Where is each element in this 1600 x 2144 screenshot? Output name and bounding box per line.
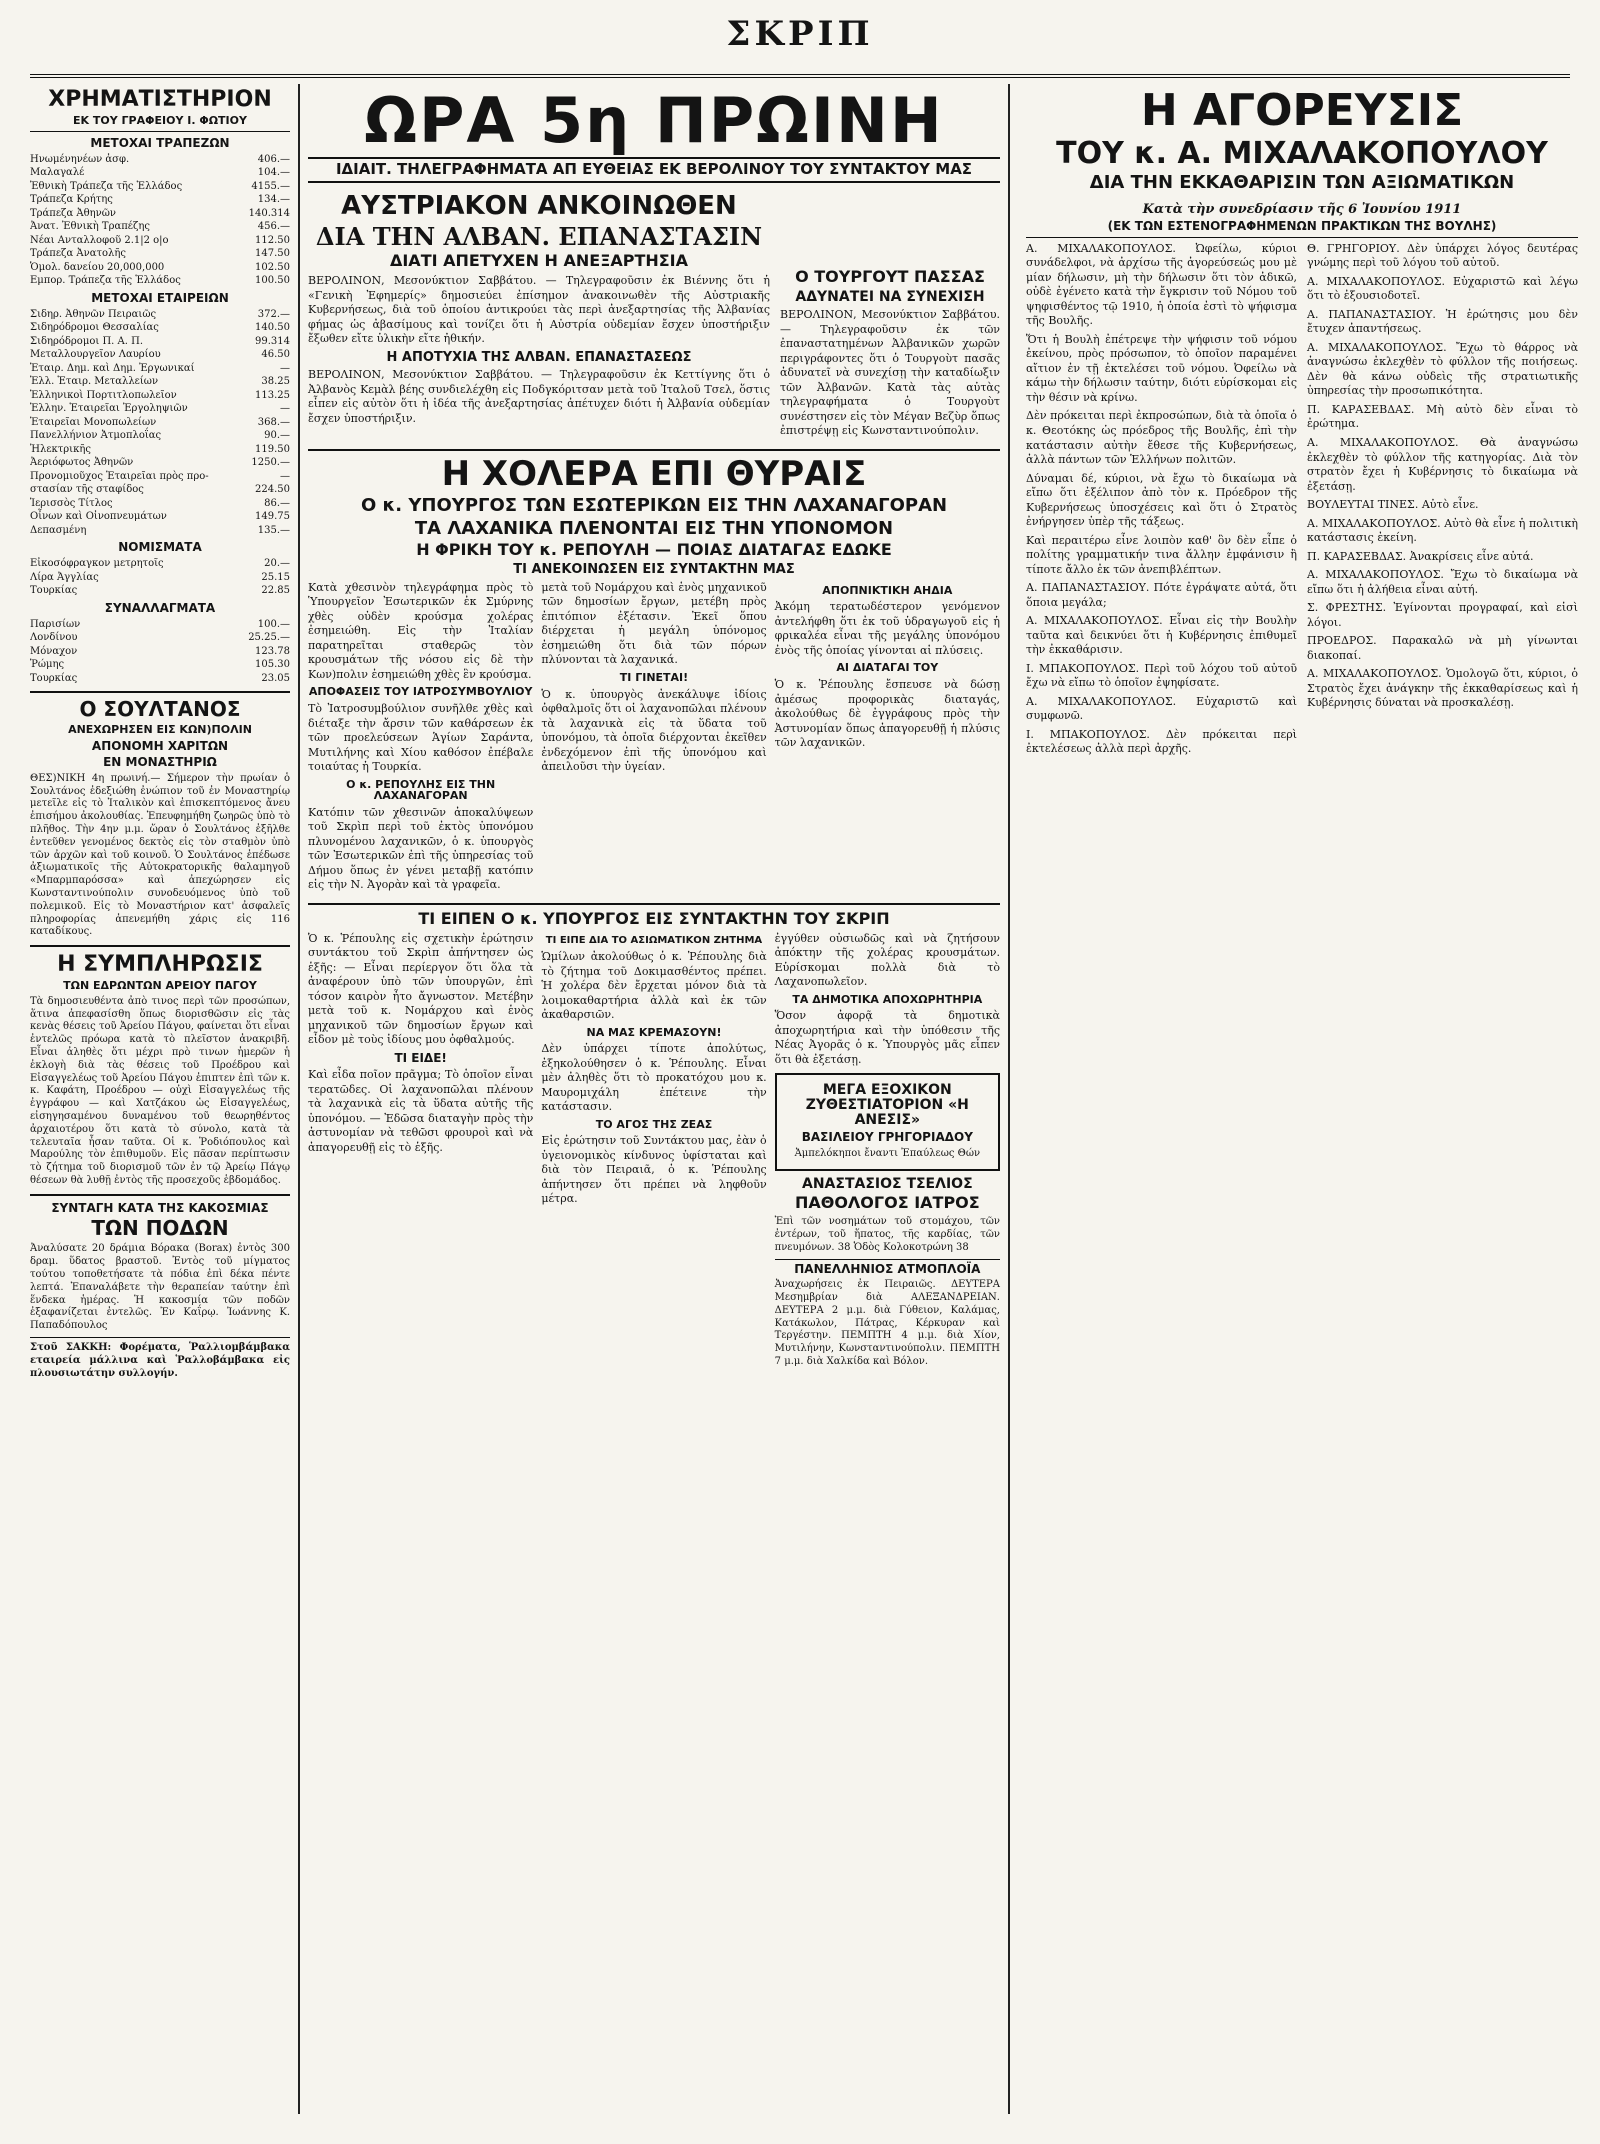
speech-paragraph: Σ. ΦΡΕΣΤΗΣ. Ἐγίνονται προγραφαί, καὶ εἰσὶ λόγοι.: [1307, 601, 1578, 629]
austria-title2: ΔΙΑ ΤΗΝ ΑΛΒΑΝ. ΕΠΑΝΑΣΤΑΣΙΝ: [315, 222, 763, 252]
quote-value: 20.—: [264, 558, 290, 570]
quote-label: Ἱερισσὸς Τίτλος: [30, 497, 113, 509]
interview-col-a2: Καὶ εἶδα ποῖον πρᾶγμα; Τὸ ὁποῖον εἶναι τερατῶδες. Οἱ λαχανοπῶλαι πλένουν τὰ λαχανικὰ εἰς τὰ ὕδατα αὐτῆς τῆς ὑπονόμου. — Ἐδῶσα διαταγὴν πρὸς τὴν ἀστυνομίαν νὰ τεθῶσι φρουροὶ καὶ νὰ ἀπαγορευθῇ εἰς τὸ ἑξῆς.: [308, 1068, 534, 1154]
tourgout-article: [780, 189, 1000, 443]
cholera-col-a-sub: ΑΠΟΦΑΣΕΙΣ ΤΟΥ ΙΑΤΡΟΣΥΜΒΟΥΛΙΟΥ: [308, 685, 533, 699]
quote-row: [30, 234, 290, 248]
quote-label: Ἑλλ. Ἑταιρ. Μεταλλείων: [30, 376, 159, 388]
quote-row: [30, 571, 290, 585]
speech-paragraph: Α. ΜΙΧΑΛΑΚΟΠΟΥΛΟΣ. Ἔχω τὸ θάρρος νὰ ἀναγνώσω ἐκλεχθὲν τὸ φύλλον τῆς ποιήσεως. Δὲν θὰ κάνω οὐδεὶς τῆς στρατιωτικῆς ὑπηρεσίας τὴν προσωπικότητα.: [1307, 340, 1578, 398]
quote-row: [30, 362, 290, 376]
headline: ΩΡΑ 5η ΠΡΩΙΝΗ: [364, 84, 944, 157]
cholera-sub1: Ο κ. ΥΠΟΥΡΓΟΣ ΤΩΝ ΕΣΩΤΕΡΙΚΩΝ ΕΙΣ ΤΗΝ ΛΑΧΑΝΑΓΟΡΑΝ: [360, 494, 948, 516]
syntagi-footer: Στοῦ ΣΑΚΚΗ: Φορέματα, Ῥαλλιομβάμβακα εταιρεία μάλλινα καὶ Ῥαλλοβάμβακα εἰς πλουσιωτάτην συλλογήν.: [30, 1342, 290, 1379]
cholera-sub4: ΤΙ ΑΝΕΚΟΙΝΩΣΕΝ ΕΙΣ ΣΥΝΤΑΚΤΗΝ ΜΑΣ: [513, 562, 795, 578]
tourgout-title: Ο ΤΟΥΡΓΟΥΤ ΠΑΣΣΑΣ: [795, 266, 985, 286]
left-column: [30, 84, 300, 2114]
quote-label: Μόναχον: [30, 645, 78, 657]
banks-list: [30, 153, 290, 288]
speech-paragraph: Καὶ περαιτέρω εἶνε λοιπὸν καθ' ὃν δὲν εἶπε ὁ πολίτης γραμματικήν τινα ἄλλην ἐμφάνισιν ἢ τίποτε ἄλλο ἐκ τῶν ἀνεπιβλέπτων.: [1026, 533, 1297, 576]
quote-value: 224.50: [255, 484, 290, 496]
interview-col-a: Ὁ κ. Ῥέπουλης εἰς σχετικὴν ἐρώτησιν συντάκτου τοῦ Σκρὶπ ἀπήντησεν ὡς ἑξῆς: — Εἶναι περίεργον ὅτι ὅλα τὰ ἀναφέρουν ὑπὸ τῶν ὑπουργῶν, ἐπὶ τόσον καιρὸν ἦτο ἄγνωστον. Μετέβην μετὰ τοῦ κ. Νομάρχου καὶ ἑνὸς μηχανικοῦ τῶν δημοσίων ἔργων καὶ εἶδον μὲ τοὺς ἰδίους μου ὀφθαλμούς.: [308, 931, 534, 1047]
banks-header: ΜΕΤΟΧΑΙ ΤΡΑΠΕΖΩΝ: [90, 135, 230, 150]
speech-paragraph: Δύναμαι δέ, κύριοι, νὰ ἔχω τὸ δικαίωμα νὰ εἴπω ὅτι ἐξέλιπον ἀπὸ τὸν κ. Πρόεδρον τῆς Κυβερνήσεως ὑποσχέσεις καὶ ὅτι ὁ Στρατὸς ἐνήργησεν ὑπὲρ τῆς τάξεως.: [1026, 471, 1297, 529]
quote-value: 113.25: [255, 389, 290, 401]
quote-label: Τράπεζα Κρήτης: [30, 194, 113, 206]
sultan-body: ΘΕΣ)ΝΙΚΗ 4η πρωινή.— Σήμερον τὴν πρωίαν ὁ Σουλτάνος ἐδεξιώθη ἐνώπιον τοῦ ἐν Μοναστηρίῳ μετεῖλε εἰς τὸ Ἰταλικὸν καὶ ἐπισκεπτόμενος ἄνευ ἐπισήμου ἀκολουθίας. Ἐπευφημήθη ζωηρῶς ὑπὸ τὸ πλῆθος. Τὴν 4ην μ.μ. ὥραν ὁ Σουλτάνος ἐξῆλθε ἐντεῦθεν γενομένος δεκτὸς εἰς τὸν σταθμὸν ὑπὸ τῶν ἀρχῶν καὶ τοῦ κοινοῦ. Ὁ Σουλτάνος ἐπέδωσε ἀξιωματικοῖς τῆς Αὐτοκρατορικῆς θαλαμηγοῦ «Μπαρμπαρόσσα» καὶ ἀπεχώρησεν εἰς Κωνσταντινούπολιν συνοδευόμενος ὑπὸ τοῦ πολεμικοῦ. Εἰς τὸ Μοναστήριον κατ' ἀσφαλεῖς πληροφορίας ἀπενεμήθη χάρις εἰς 116 καταδίκους.: [30, 772, 290, 938]
quote-value: 119.50: [255, 443, 290, 455]
companies-header: ΜΕΤΟΧΑΙ ΕΤΑΙΡΕΙΩΝ: [91, 290, 229, 305]
cholera-col-c: Ἀκόμη τερατωδέστερον γενόμενον ἀντελήφθη ὅτι ἐκ τοῦ ὑδραγωγοῦ εἰς ἡ φρικαλέα εἶναι τῆς μεγάλης ὑπονόμου ἐνὸς τῆς ὁποίας γίνονται αἱ πλύσεις.: [774, 600, 1000, 657]
quote-value: 22.85: [261, 585, 290, 597]
quote-row: [30, 348, 290, 362]
exchange-title: ΧΡΗΜΑΤΙΣΤΗΡΙΟΝ: [48, 87, 272, 112]
austria-body: ΒΕΡΟΛΙΝΟΝ, Μεσονύκτιον Σαββάτου. — Τηλεγραφοῦσιν ἐκ Βιέννης ὅτι ἡ «Γενικὴ Ἐφημερίς» δημοσιεύει ἐπίσημον ἀνακοινωθὲν τῆς Αὐστριακῆς Κυβερνήσεως, διὰ τοῦ ὁποίου ἀντικρούει τὰς περὶ ἀνεξαρτησίας τῆς Ἀλβανίας φήμας ὡς ἀβασίμους καὶ τονίζει ὅτι ἡ Αὐστρία οὐδεμίαν ἔσχεν ὑποστήριξιν ἔξωθεν εἴτε ὑλικὴν εἴτε ἠθικήν.: [308, 274, 770, 346]
quote-label: Παρισίων: [30, 618, 81, 630]
cholera-col-c-sub2: ΑΙ ΔΙΑΤΑΓΑΙ ΤΟΥ: [836, 661, 939, 675]
interview-col-b: Ὡμίλων ἀκολούθως ὁ κ. Ῥέπουλης διὰ τὸ ζήτημα τοῦ Δοκιμασθέντος πρέπει. Ἡ χολέρα δὲν ἔρχεται μόνον διὰ τὰ λοιμοκαθαρτήρια ἀλλὰ καὶ ἐκ τῶν ἀκαθαρσιῶν.: [541, 950, 767, 1022]
exchange-subtitle: ΕΚ ΤΟΥ ΓΡΑΦΕΙΟΥ Ι. ΦΩΤΙΟΥ: [73, 114, 247, 128]
quote-row: [30, 557, 290, 571]
quote-value: —: [280, 403, 290, 415]
quote-label: Τράπεζα Ἀθηνῶν: [30, 207, 116, 219]
speech-paragraph: Δὲν πρόκειται περὶ ἐκπροσώπων, διὰ τὰ ὁποῖα ὁ κ. Θεοτόκης ὡς πρόεδρος τῆς Βουλῆς, ἐπὶ τὴν κατάστασιν αὐτὴν ἔθεσε τῆς Κυβερνήσεως, ἀλλὰ πάντων τῶν Ἑλλήνων πολιτῶν.: [1026, 409, 1297, 467]
interview-col-b-sub2: ΝΑ ΜΑΣ ΚΡΕΜΑΣΟΥΝ!: [586, 1025, 722, 1039]
quote-value: 90.—: [264, 430, 290, 442]
quote-value: 372.—: [257, 308, 290, 320]
quote-label: Τουρκίας: [30, 672, 78, 684]
quote-label: Ἑταιρ. Δημ. καὶ Δημ. Ἐργωνικαί: [30, 362, 195, 374]
quote-row: [30, 483, 290, 497]
quote-label: Ῥώμης: [30, 659, 65, 671]
cholera-col-a3: Κατόπιν τῶν χθεσινῶν ἀποκαλύψεων τοῦ Σκρὶπ περὶ τοῦ ἐκτὸς ὑπονόμου πλυνομένου λαχανικῶν, ὁ κ. ὑπουργὸς τῶν Ἐσωτερικῶν ἐπὶ τῆς ὑπηρεσίας τοῦ Δήμου ὅπως ἐν γένει μεταβῇ κατόπιν εἰς τὴν Ν. Ἀγορὰν καὶ τὰ γραφεῖα.: [308, 805, 534, 892]
quote-row: [30, 524, 290, 538]
quote-row: [30, 470, 290, 484]
interview-title: ΤΙ ΕΙΠΕΝ Ο κ. ΥΠΟΥΡΓΟΣ ΕΙΣ ΣΥΝΤΑΚΤΗΝ ΤΟΥ ΣΚΡΙΠ: [418, 908, 890, 928]
quote-label: στασίαν τῆς σταφίδος: [30, 484, 144, 496]
quote-label: Νέαι Ανταλλοφοῦ 2.1|2 ο|ο: [30, 234, 169, 246]
quote-value: 1250.—: [251, 457, 290, 469]
cholera-sub2: ΤΑ ΛΑΧΑΝΙΚΑ ΠΛΕΝΟΝΤΑΙ ΕΙΣ ΤΗΝ ΥΠΟΝΟΜΟΝ: [414, 517, 894, 539]
quote-row: [30, 261, 290, 275]
quote-value: 86.—: [264, 497, 290, 509]
cholera-sub3: Η ΦΡΙΚΗ ΤΟΥ κ. ΡΕΠΟΥΛΗ — ΠΟΙΑΣ ΔΙΑΤΑΓΑΣ ΕΔΩΚΕ: [416, 540, 892, 560]
quote-label: Δεπασμένη: [30, 524, 87, 536]
quote-value: 406.—: [257, 153, 290, 165]
quote-label: Σιδηρόδρομοι Θεσσαλίας: [30, 322, 159, 334]
austria-article: [308, 189, 770, 443]
speech-paragraph: Α. ΠΑΠΑΝΑΣΤΑΣΙΟΥ. Ἡ ἐρώτησις μου δὲν ἔτυχεν ἀπαντήσεως.: [1307, 307, 1578, 336]
interview-col-c2: Ὅσον ἀφορᾷ τὰ δημοτικὰ ἀποχωρητήρια καὶ τὴν ὑπόθεσιν τῆς Νέας Ἀγορᾶς ὁ κ. Ὑπουργὸς μᾶς εἶπεν ὅτι θὰ ἐξετάσῃ.: [774, 1009, 1000, 1066]
quote-row: [30, 389, 290, 403]
speech-paragraph: Π. ΚΑΡΑΣΕΒΔΑΣ. Μὴ αὐτὸ δὲν εἶναι τὸ ἐρώτημα.: [1307, 402, 1578, 431]
interview-col-b-sub3: ΤΟ ΑΓΟΣ ΤΗΣ ΖΕΑΣ: [595, 1117, 713, 1131]
restaurant-ad-sub: ΒΑΣΙΛΕΙΟΥ ΓΡΗΓΟΡΙΑΔΟΥ: [801, 1130, 973, 1145]
syntagi-title2: ΤΩΝ ΠΟΔΩΝ: [91, 1216, 229, 1241]
sultan-sub2: ΑΠΟΝΟΜΗ ΧΑΡΙΤΩΝ: [91, 738, 229, 753]
speech-paragraph: Α. ΜΙΧΑΛΑΚΟΠΟΥΛΟΣ. Αὐτὸ θὰ εἶνε ἡ πολιτικὴ κατάστασις ἐκείνη.: [1307, 516, 1578, 545]
quote-row: [30, 658, 290, 672]
quote-label: Ἐθνικὴ Τράπεζα τῆς Ἑλλάδος: [30, 180, 183, 192]
austria-title3: ΔΙΑΤΙ ΑΠΕΤΥΧΕΝ Η ΑΝΕΞΑΡΤΗΣΙΑ: [389, 251, 689, 271]
cholera-col-c2: Ὁ κ. Ῥέπουλης ἔσπευσε νὰ δώσῃ ἀμέσως προφορικὰς διαταγάς, ἀκολούθως δὲ ἐγγράφους πρὸς τὴν Ἀστυνομίαν ὅπως ἀπαγορευθῇ ἡ πλύσις τῶν λαχανικῶν.: [774, 678, 1000, 750]
austria-body2: ΒΕΡΟΛΙΝΟΝ, Μεσονύκτιον Σαββάτου. — Τηλεγραφοῦσιν ἐκ Κεττίγνης ὅτι ὁ Ἀλβανὸς Κεμὰλ βέης συνδιελέχθη εἰς Ποδγκόριτσαν μετὰ τοῦ Ἰταλοῦ Τσελ, ὅστις εἶπεν εἰς αὐτὸν ὅτι ἡ ἰδέα τῆς ἀνεξαρτησίας ἀπέτυχεν διότι ἡ Ἀλβανία οὐδεμίαν ἔσχεν ὑποστήριξιν.: [308, 368, 770, 425]
cholera-title: Η ΧΟΛΕΡΑ ΕΠΙ ΘΥΡΑΙΣ: [441, 453, 867, 494]
speech-paragraph: Ι. ΜΠΑΚΟΠΟΥΛΟΣ. Δὲν πρόκειται περὶ ἐκτελέσεως ἀλλὰ περὶ ἀρχῆς.: [1026, 727, 1297, 756]
quote-label: Μεταλλουργεῖον Λαυρίου: [30, 349, 161, 361]
quote-row: [30, 321, 290, 335]
quote-value: 134.—: [257, 194, 290, 206]
quote-label: Τράπεζα Ἀνατολῆς: [30, 248, 126, 260]
quote-label: Ἠλεκτρικῆς: [30, 443, 91, 455]
quote-row: [30, 274, 290, 288]
quote-value: 102.50: [255, 261, 290, 273]
austria-sub: Η ΑΠΟΤΥΧΙΑ ΤΗΣ ΑΛΒΑΝ. ΕΠΑΝΑΣΤΑΣΕΩΣ: [386, 349, 692, 365]
syntagi-title: ΣΥΝΤΑΓΗ ΚΑΤΑ ΤΗΣ ΚΑΚΟΣΜΙΑΣ: [51, 1200, 269, 1215]
money-list: [30, 557, 290, 598]
quote-row: [30, 220, 290, 234]
quote-value: 105.30: [255, 659, 290, 671]
tourgout-body: ΒΕΡΟΛΙΝΟΝ, Μεσονύκτιον Σαββάτου. — Τηλεγραφοῦσιν ἐκ τῶν ἐπαναστατημένων Ἀλβανικῶν χωρῶν περιγράφοντες ὅτι ὁ Τουργοὺτ πασᾶς ἀδυνατεῖ νὰ συνεχίσῃ τὴν καταδίωξιν τῶν Ἀλβανῶν. Κατὰ τὰς αὐτὰς τηλεγραφήματα ὁ Τουργοὺτ συνέστησεν εἰς τὸν Μέγαν Βεζὺρ ὅπως ἐπιστρέψῃ εἰς Κωνσταντινούπολιν.: [780, 308, 1000, 438]
sympathy-body: Τὰ δημοσιευθέντα ἀπὸ τινος περὶ τῶν προσώπων, ἅτινα ἀπεφασίσθη ὅπως διορισθῶσιν εἰς τὰς κενὰς θέσεις τοῦ Ἀρείου Πάγου, φαίνεται ὅτι εἶναι ἐντελῶς πρόωρα κατὰ τὸ πλεῖστον ἀνακριβῆ. Εἶναι ἀληθὲς ὅτι μέχρι πρὸ τινων ἡμερῶν ἡ ἐκλογὴ διὰ τὰς θέσεις τοῦ Προέδρου καὶ Εἰσαγγελέως τοῦ Ἀρείου Πάγου ἐπιπτεν ἐπὶ τῶν κ. κ. Καφάτη, Προέδρου — οὐχὶ Εἰσαγγελέως τῆς ἐγγράφου — καὶ Χατζάκου ὡς Εἰσαγγελέως, εἰσηγησαμένου δυναμένου τοῦ θεωρηθέντος ἀρχαιοτέρου ὅτι κατὰ τὸ σύνολο, κατὰ τὰ τελευταῖα ἦσαν ταῦτα. Οἱ κ. Ῥοδιόπουλος καὶ Μαρούλης τὸν ἐπιθυμοῦν. Εἰς πᾶσαν περίπτωσιν τὸ ζήτημα τοῦ διορισμοῦ τῶν ἐν τῷ Ἀρείῳ Πάγῳ θέσεων θὰ λυθῇ ἐντὸς τῆς προσεχοῦς ἑβδομάδος.: [30, 995, 290, 1187]
speech-paragraph: Α. ΠΑΠΑΝΑΣΤΑΣΙΟΥ. Πότε ἐγράψατε αὐτά, ὅτι ὅποια μεγάλα;: [1026, 581, 1297, 609]
quote-value: —: [280, 470, 290, 482]
restaurant-ad-title: ΜΕΓΑ ΕΞΟΧΙΚΟΝ ΖΥΘΕΣΤΙΑΤΟΡΙΟΝ «Η ΑΝΕΣΙΣ»: [805, 1082, 969, 1128]
quote-row: [30, 153, 290, 167]
quote-value: 23.05: [261, 672, 290, 684]
quote-label: Σιδηρ. Ἀθηνῶν Πειραιῶς: [30, 308, 157, 320]
quote-value: 38.25: [261, 376, 290, 388]
speech-title: Η ΑΓΟΡΕΥΣΙΣ: [1140, 85, 1464, 136]
cholera-col-b-sub: ΤΙ ΓΙΝΕΤΑΙ!: [619, 670, 689, 684]
interview-col-b-sub: ΤΙ ΕΙΠΕ ΔΙΑ ΤΟ ΑΣΙΩΜΑΤΙΚΟΝ ΖΗΤΗΜΑ: [545, 934, 763, 946]
quote-value: 123.78: [255, 645, 290, 657]
quote-value: 135.—: [257, 524, 290, 536]
restaurant-ad: [775, 1073, 1000, 1170]
quote-value: 104.—: [257, 167, 290, 179]
speech-title2: ΤΟΥ κ. Α. ΜΙΧΑΛΑΚΟΠΟΥΛΟΥ: [1056, 136, 1548, 172]
quote-row: [30, 308, 290, 322]
quote-row: [30, 631, 290, 645]
quote-row: [30, 672, 290, 686]
sultan-subtitle: ΑΝΕΧΩΡΗΣΕΝ ΕΙΣ ΚΩΝ)ΠΟΛΙΝ: [68, 723, 252, 737]
quote-label: Προνομιοῦχος Ἑταιρεῖαι πρὸς προ-: [30, 470, 209, 482]
quote-row: [30, 207, 290, 221]
masthead: [30, 14, 1570, 78]
quote-value: 368.—: [257, 416, 290, 428]
quote-label: Ηνωμένηνέων ἀσφ.: [30, 153, 130, 165]
quote-label: Οἶνων καὶ Οἰνοπνευμάτων: [30, 511, 167, 523]
quote-value: 46.50: [261, 349, 290, 361]
speech-paragraph: Α. ΜΙΧΑΛΑΚΟΠΟΥΛΟΣ. Ἔχω τὸ δικαίωμα νὰ εἴπω ὅτι ἡ ἀλήθεια εἶναι αὐτή.: [1307, 568, 1578, 596]
speech-paragraph: Α. ΜΙΧΑΛΑΚΟΠΟΥΛΟΣ. Εὐχαριστῶ καὶ λέγω ὅτι τὸ ἐξουσιοδοτεῖ.: [1307, 274, 1578, 303]
quote-label: Λίρα Ἀγγλίας: [30, 571, 99, 583]
quote-label: Ἑλλην. Ἑταιρεῖαι Ἐργοληψιῶν: [30, 403, 188, 415]
quote-row: [30, 645, 290, 659]
speech-title3: ΔΙΑ ΤΗΝ ΕΚΚΑΘΑΡΙΣΙΝ ΤΩΝ ΑΞΙΩΜΑΤΙΚΩΝ: [1089, 171, 1515, 193]
quote-value: 100.50: [255, 275, 290, 287]
austria-title: ΑΥΣΤΡΙΑΚΟΝ ΑΝΚΟΙΝΩΘΕΝ: [341, 190, 737, 221]
quote-row: [30, 510, 290, 524]
speech-paragraph: Α. ΜΙΧΑΛΑΚΟΠΟΥΛΟΣ. Ὁμολογῶ ὅτι, κύριοι, ὁ Στρατὸς ἔχει ἀνάγκην τῆς ἐκκαθαρίσεως καὶ ἡ Κυβέρνησις δύναται νὰ προσκαλέσῃ.: [1307, 667, 1578, 710]
quote-label: Μαλαγαλέ: [30, 167, 85, 179]
quote-row: [30, 429, 290, 443]
quote-value: 25.15: [261, 571, 290, 583]
quote-value: 147.50: [255, 248, 290, 260]
quote-label: Ὁμολ. δανείου 20,000,000: [30, 261, 165, 273]
speech-paragraph: Ι. ΜΠΑΚΟΠΟΥΛΟΣ. Περὶ τοῦ λόχου τοῦ αὐτοῦ ἔχω νὰ εἴπω τὸ ὁποῖον ἐψηφίσατε.: [1026, 661, 1297, 690]
quote-label: Λονδίνου: [30, 632, 78, 644]
quote-row: [30, 335, 290, 349]
quote-row: [30, 180, 290, 194]
shipping-title: ΠΑΝΕΛΛΗΝΙΟΣ ΑΤΜΟΠΛΟΪΑ: [775, 1259, 1000, 1276]
subhead: ΙΔΙΑΙΤ. ΤΗΛΕΓΡΑΦΗΜΑΤΑ ΑΠ ΕΥΘΕΙΑΣ ΕΚ ΒΕΡΟΛΙΝΟΥ ΤΟΥ ΣΥΝΤΑΚΤΟΥ ΜΑΣ: [308, 157, 1000, 183]
fx-list: [30, 618, 290, 686]
quote-label: Ἀεριόφωτος Ἀθηνῶν: [30, 457, 134, 469]
quote-value: 100.—: [257, 618, 290, 630]
quote-row: [30, 584, 290, 598]
doctor-name: ΑΝΑΣΤΑΣΙΟΣ ΤΣΕΛΙΟΣ: [802, 1175, 973, 1192]
quote-label: Ἑλληνικοὶ Πορτιτλοπωλεῖον: [30, 389, 177, 401]
cholera-col-a-sub2: Ο κ. ΡΕΠΟΥΛΗΣ ΕΙΣ ΤΗΝ ΛΑΧΑΝΑΓΟΡΑΝ: [346, 777, 496, 803]
quote-value: 112.50: [255, 234, 290, 246]
quote-row: [30, 402, 290, 416]
companies-list: [30, 308, 290, 538]
quote-value: 99.314: [255, 335, 290, 347]
quote-row: [30, 375, 290, 389]
speech-paragraph: Α. ΜΙΧΑΛΑΚΟΠΟΥΛΟΣ. Ὠφείλω, κύριοι συνάδελφοι, νὰ ἀρχίσω τῆς ἀγορεύσεώς μου μὲ μίαν δήλωσιν, μὴ τὴν δήλωσιν ὅτι τὸν ἀδικῶ, οὐδὲ ἐγένετο κατὰ τὴν ἔγκρισιν τοῦ Νόμου τοῦ ψηφισθέντος τῷ 1910, ἡ ὁποία ἐστὶ τὸ ψήφισμα τῆς Βουλῆς.: [1026, 241, 1297, 328]
quote-label: Τουρκίας: [30, 585, 78, 597]
sultan-title: Ο ΣΟΥΛΤΑΝΟΣ: [79, 697, 241, 722]
middle-column: [300, 84, 1010, 2114]
cholera-col-b2: Ὁ κ. ὑπουργὸς ἀνεκάλυψε ἰδίοις ὀφθαλμοῖς ὅτι οἱ λαχανοπῶλαι πλένουν τὰ λαχανικὰ εἰς τὰ ὕδατα τοῦ ὑπονόμου, τὰ ὁποῖα διέρχονται ἐκεῖθεν ἐνδεχόμενον ἐπὶ τῆς ὑπονόμου καὶ ἀπειλοῦσι τὴν ὑγείαν.: [541, 687, 767, 774]
quote-row: [30, 416, 290, 430]
quote-value: 456.—: [257, 221, 290, 233]
quote-label: Ἀνατ. Ἐθνικὴ Τραπέζης: [30, 221, 150, 233]
sultan-sub3: ΕΝ ΜΟΝΑΣΤΗΡΙΩ: [103, 755, 217, 770]
interview-col-b3: Εἰς ἐρώτησιν τοῦ Συντάκτου μας, ἐὰν ὁ ὑγειονομικὸς κίνδυνος ὑφίσταται καὶ διὰ τὸν Πειραιᾶ, ὁ κ. Ῥέπουλης ἀπήντησεν ὅτι πρέπει νὰ ληφθοῦν μέτρα.: [541, 1134, 767, 1206]
interview-col-c-sub: ΤΑ ΔΗΜΟΤΙΚΑ ΑΠΟΧΩΡΗΤΗΡΙΑ: [792, 992, 983, 1006]
cholera-col-a2: Τὸ Ἰατροσυμβούλιον συνῆλθε χθὲς καὶ διέταξε τὴν ἄρσιν τῶν καθάρσεων ἐκ τῶν προελεύσεων Ἁγίων Σαράντα, Μυτιλήνης καὶ Χίου καθόσον ἐπέβαλε τοιαύτας ἡ Τουρκία.: [308, 702, 534, 774]
quote-row: [30, 618, 290, 632]
quote-value: —: [280, 362, 290, 374]
syntagi-body: Ἀναλύσατε 20 δράμια Βόρακα (Borax) ἐντὸς 300 δραμ. ὕδατος βραστοῦ. Ἐντὸς τοῦ μίγματος τούτου τοποθετήσατε τὰ πόδια ἐπὶ δέκα πέντε λεπτά. Ἐπαναλάβετε τὴν θεραπείαν ταύτην ἐπὶ ἕνδεκα ἡμέρας. Ἡ κακοσμία τῶν ποδῶν ἐξαφανίζεται ἐντελῶς. Ἐν Καΐρῳ. Ἰωάννης Κ. Παπαδόπουλος: [30, 1243, 290, 1332]
speech-paragraph: Α. ΜΙΧΑΛΑΚΟΠΟΥΛΟΣ. Θὰ ἀναγνώσω ἐκλεχθὲν τὸ φύλλον τῆς κατηγορίας. Διὰ τὸν στρατὸν ἔχει ἡ Κυβέρνησις τὸ δικαίωμα νὰ ἐξετάσῃ.: [1307, 436, 1578, 493]
quote-value: 25.25.—: [248, 632, 290, 644]
quote-label: Σιδηρόδρομοι Π. Α. Π.: [30, 335, 143, 347]
speech-paragraph: Θ. ΓΡΗΓΟΡΙΟΥ. Δὲν ὑπάρχει λόγος δευτέρας γνώμης περὶ τοῦ λόγου τοῦ αὐτοῦ.: [1307, 241, 1578, 270]
quote-value: 149.75: [255, 511, 290, 523]
interview-col-b2: Δὲν ὑπάρχει τίποτε ἀπολύτως, ἐξηκολούθησεν ὁ κ. Ῥέπουλης. Εἶναι μὲν ἀληθὲς ὅτι τὸ προκατόχου μου κ. Μαυρομιχάλη ἐπέτεινε τὴν κατάστασιν.: [541, 1042, 767, 1114]
quote-value: 140.314: [248, 207, 290, 219]
cholera-col-c-sub: ΑΠΟΠΝΙΚΤΙΚΗ ΑΗΔΙΑ: [822, 583, 953, 597]
quote-label: Εἰκοσόφραγκον μετρητοῖς: [30, 558, 164, 570]
quote-label: Εμπορ. Τράπεζα τῆς Ἑλλάδος: [30, 275, 181, 287]
tourgout-subtitle: ΑΔΥΝΑΤΕΙ ΝΑ ΣΥΝΕΧΙΣΗ: [795, 288, 985, 305]
quote-value: 4155.—: [251, 180, 290, 192]
sympathy-subtitle: ΤΩΝ ΕΔΡΩΝΤΩΝ ΑΡΕΙΟΥ ΠΑΓΟΥ: [63, 979, 257, 993]
quote-row: [30, 443, 290, 457]
quote-row: [30, 193, 290, 207]
speech-col-a: [1026, 242, 1297, 761]
quote-row: [30, 497, 290, 511]
speech-paragraph: Α. ΜΙΧΑΛΑΚΟΠΟΥΛΟΣ. Εὐχαριστῶ καὶ συμφωνῶ.: [1026, 694, 1297, 723]
money-header: ΝΟΜΙΣΜΑΤΑ: [118, 540, 202, 555]
speech-source: (ΕΚ ΤΩΝ ΕΣΤΕΝΟΓΡΑΦΗΜΕΝΩΝ ΠΡΑΚΤΙΚΩΝ ΤΗΣ ΒΟΥΛΗΣ): [1107, 219, 1497, 234]
fx-header: ΣΥΝΑΛΛΑΓΜΑΤΑ: [104, 600, 216, 615]
speech-paragraph: Ὅτι ἡ Βουλὴ ἐπέτρεψε τὴν ψήφισιν τοῦ νόμου ἐκείνου, πρὸς πρόσωπον, τὸ ὁποῖον παραμένει αἴτιον ἐν τῇ ἐκτελέσει τοῦ νόμου. Ὀφείλω νὰ κάμω τὴν δήλωσιν ταύτην, διότι εὑρίσκομαι εἰς τὴν θέσιν νὰ κρίνω.: [1026, 332, 1297, 404]
quote-label: Πανελλήνιον Ἀτμοπλοΐας: [30, 430, 162, 442]
speech-paragraph: ΒΟΥΛΕΥΤΑΙ ΤΙΝΕΣ. Αὐτὸ εἶνε.: [1307, 498, 1479, 512]
quote-row: [30, 247, 290, 261]
doctor-title: ΠΑΘΟΛΟΓΟΣ ΙΑΤΡΟΣ: [794, 1193, 980, 1213]
restaurant-ad-body: Ἀμπελόκηποι ἔναντι Ἐπαύλεως Θών: [794, 1147, 981, 1159]
interview-col-c: ἐγγύθεν οὐσιωδῶς καὶ νὰ ζητήσουν ἀπόκτην τῆς χολέρας κρουσμάτων. Εὑρίσκομαι πολλὰ διὰ τὸ Λαχανοπωλεῖον.: [774, 931, 1000, 989]
quote-label: Ἑταιρεῖαι Μονοπωλείων: [30, 416, 157, 428]
right-column: [1018, 84, 1578, 2114]
speech-date: Κατὰ τὴν συνεδρίασιν τῆς 6 Ἰουνίου 1911: [1142, 201, 1462, 217]
cholera-col-b: μετὰ τοῦ Νομάρχου καὶ ἑνὸς μηχανικοῦ τῶν δημοσίων ἔργων, μετέβη πρὸς ἐπιτόπιον ἐξέτασιν. Ἐκεῖ ὅπου διέρχεται ἡ μεγάλη ὑπόνομος ἐσημειώθη ὅτι διὰ τῶν πόρων πλύνονται τὰ λαχανικά.: [541, 580, 767, 667]
quote-row: [30, 166, 290, 180]
speech-paragraph: Π. ΚΑΡΑΣΕΒΔΑΣ. Ἀνακρίσεις εἶνε αὐτά.: [1307, 549, 1534, 563]
cholera-col-a: Κατὰ χθεσινὸν τηλεγράφημα πρὸς τὸ Ὑπουργεῖον Ἐσωτερικῶν ἐκ Σμύρνης χθὲς οὐδὲν κρούσμα χολέρας ἐσημειώθη. Εἰς τὴν Ἰταλίαν παρατηρεῖται σταθερῶς τὸν κρουσμάτων τῆς νόσου εἰς δὲ τὴν Κων)πολιν ἐσημειώθη χθὲς ἓν κρούσμα.: [308, 580, 534, 681]
interview-col-a-sub: ΤΙ ΕΙΔΕ!: [394, 1050, 447, 1065]
shipping-body: Ἀναχωρήσεις ἐκ Πειραιῶς. ΔΕΥΤΕΡΑ Μεσημβρίαν διὰ ΑΛΕΞΑΝΔΡΕΙΑΝ. ΔΕΥΤΕΡΑ 2 μ.μ. διὰ Γύθειον, Καλάμας, Κατάκωλον, Πάτρας, Κέρκυραν καὶ Τεργέστην. ΠΕΜΠΤΗ 4 μ.μ. διὰ Χίον, Μυτιλήνην, Κωνσταντινούπολιν. ΠΕΜΠΤΗ 7 μ.μ. διὰ Χαλκίδα καὶ Βόλον.: [774, 1279, 1000, 1367]
newspaper-name: ΣΚΡΙΠ: [726, 14, 874, 54]
quote-value: 140.50: [255, 322, 290, 334]
speech-paragraph: Α. ΜΙΧΑΛΑΚΟΠΟΥΛΟΣ. Εἶναι εἰς τὴν Βουλὴν ταῦτα καὶ δεικνύει ὅτι ἡ Κυβέρνησις ἐπιθυμεῖ τὴν ἐκκαθάρισιν.: [1026, 614, 1297, 657]
quote-row: [30, 456, 290, 470]
doctor-body: Ἐπὶ τῶν νοσημάτων τοῦ στομάχου, τῶν ἐντέρων, τοῦ ἥπατος, τῆς καρδίας, τῶν πνευμόνων. 38 Ὁδὸς Κολοκοτρώνη 38: [774, 1216, 1000, 1253]
speech-col-b: [1307, 242, 1578, 761]
sympathy-title: Η ΣΥΜΠΛΗΡΩΣΙΣ: [57, 952, 263, 978]
speech-paragraph: ΠΡΟΕΔΡΟΣ. Παρακαλῶ νὰ μὴ γίνωνται διακοπαί.: [1307, 634, 1578, 662]
